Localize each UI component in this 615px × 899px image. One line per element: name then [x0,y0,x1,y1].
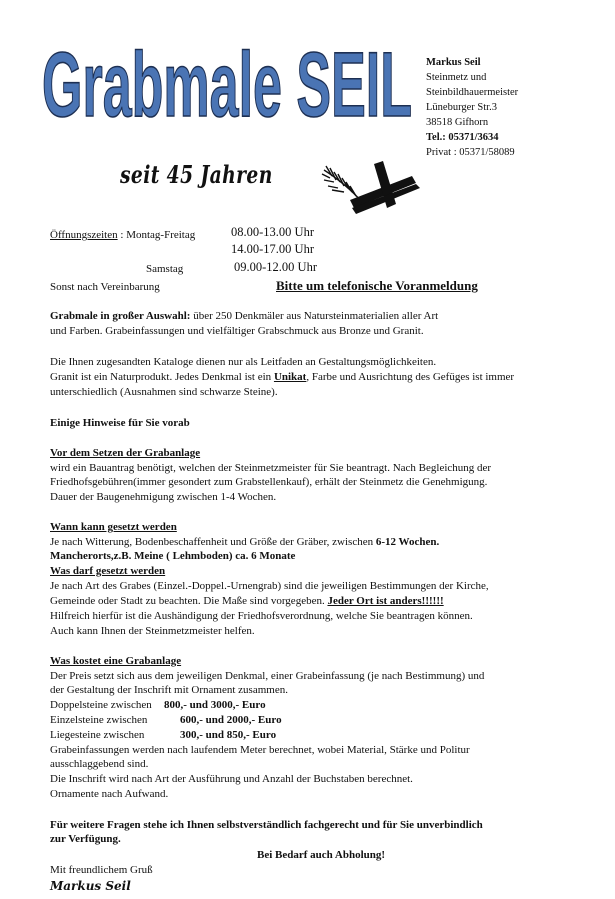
section-2-line-1 [50,535,439,549]
section-4-line-1: Der Preis setzt sich aus dem jeweiligen Denkmal, einer Grabeinfassung (je nach Bestimmung) und [50,670,485,682]
hours-other: Sonst nach Vereinbarung [50,281,160,293]
contact-private-phone: Privat : 05371/58089 [426,147,515,158]
contact-city: 38518 Gifhorn [426,117,489,128]
section-4-line-9: Ornamente nach Aufwand. [50,788,169,800]
price-value-double: 800,- und 3000,- Euro [164,699,266,711]
section-3-line-2 [50,594,444,608]
section-1-line-2: Friedhofsgebühren(immer gesondert zum Grabstellenkauf), erhält der Steinmetz die Genehmigung. [50,476,488,488]
closing-line-1: Für weitere Fragen stehe ich Ihnen selbstverständlich fachgerecht und für Sie unverbindlich [50,819,483,831]
company-logo [42,30,414,130]
intro-line-2: und Farben. Grabeinfassungen und vielfältiger Grabschmuck aus Bronze und Granit. [50,325,424,337]
section-3-line-1: Je nach Art des Grabes (Einzel.-Doppel.-Urnengrab) sind die jeweiligen Bestimmungen der Kirche, [50,580,489,592]
hours-time-1: 08.00-13.00 Uhr [231,225,314,239]
section-3-line-2-a: Gemeinde oder Stadt zu beachten. Die Maße sind vorgegeben. [50,595,328,607]
contact-street: Lüneburger Str.3 [426,102,497,113]
section-3-line-4: Auch kann Ihnen der Steinmetzmeister helfen. [50,625,255,637]
intro-line-3: Die Ihnen zugesandten Kataloge dienen nur als Leitfaden an Gestaltungsmöglichkeiten. [50,356,437,368]
section-4-line-6: Grabeinfassungen werden nach laufendem Meter berechnet, wobei Material, Stärke und Politur [50,744,470,756]
contact-phone: Tel.: 05371/3634 [426,132,499,143]
contact-name: Markus Seil [426,57,481,68]
intro-line-4 [50,370,514,384]
signature: Markus Seil [50,879,131,893]
intro-line-1-rest: über 250 Denkmäler aus Natursteinmaterialien aller Art [190,310,439,322]
section-3-title: Was darf gesetzt werden [50,565,166,577]
jeder-ort-emphasis: Jeder Ort ist anders!!!!!! [327,595,444,607]
intro-line-4-a: Granit ist ein Naturprodukt. Jedes Denkmal ist ein [50,371,274,383]
hours-separator: : [117,229,127,241]
section-4-line-7: ausschlaggebend sind. [50,758,149,770]
section-2-weeks: 6-12 Wochen. [375,536,440,548]
call-notice: Bitte um telefonische Voranmeldung [276,278,478,293]
pickup-notice: Bei Bedarf auch Abholung! [257,849,386,861]
contact-title-1: Steinmetz und [426,72,487,83]
intro-lead: Grabmale in großer Auswahl: [50,310,191,322]
greeting: Mit freundlichem Gruß [50,864,153,876]
contact-title-2: Steinbildhauermeister [426,87,519,98]
hours-time-2: 14.00-17.00 Uhr [231,242,314,256]
section-1-line-3: Dauer der Baugenehmigung zwischen 1-4 Wochen. [50,491,277,503]
contact-block [426,55,518,160]
price-label-flat: Liegesteine zwischen [50,729,145,741]
section-4-title: Was kostet eine Grabanlage [50,655,182,667]
cross-with-palm-icon [316,158,422,218]
anniversary-text: seit 45 Jahren [120,160,273,189]
hours-time-3: 09.00-12.00 Uhr [234,260,317,274]
price-label-double: Doppelsteine zwischen [50,699,152,711]
price-value-flat: 300,- und 850,- Euro [180,729,277,741]
section-4-line-2: der Gestaltung der Inschrift mit Ornament zusammen. [50,684,288,696]
intro-line-5: unterschiedlich (Ausnahmen sind schwarze Steine). [50,386,278,398]
section-1-line-1: wird ein Bauantrag benötigt, welchen der Steinmetzmeister für Sie beantragt. Nach Begleichung der [50,462,492,474]
intro-line-1 [50,309,438,323]
section-1-title: Vor dem Setzen der Grabanlage [50,447,201,459]
hours-label: Öffnungszeiten [50,229,118,241]
unikat-emphasis: Unikat [273,371,307,383]
hours-row-1 [50,227,195,242]
hours-days-saturday: Samstag [146,263,184,275]
price-value-single: 600,- und 2000,- Euro [180,714,282,726]
section-2-title: Wann kann gesetzt werden [50,521,177,533]
section-4-line-8: Die Inschrift wird nach Art der Ausführung und Anzahl der Buchstaben berechnet. [50,773,413,785]
hinweise-title: Einige Hinweise für Sie vorab [50,417,190,429]
logo-text: Grabmale SEIL [42,34,412,130]
section-2-line-1-a: Je nach Witterung, Bodenbeschaffenheit und Größe der Gräber, zwischen [50,536,376,548]
closing-line-2: zur Verfügung. [50,833,121,845]
section-3-line-3: Hilfreich hierfür ist die Aushändigung der Friedhofsverordnung, welche Sie beantragen können. [50,610,473,622]
intro-line-4-c: , Farbe und Ausrichtung des Gefüges ist immer [306,371,515,383]
price-label-single: Einzelsteine zwischen [50,714,148,726]
section-2-line-2: Mancherorts,z.B. Meine ( Lehmboden) ca. 6 Monate [50,550,296,562]
hours-days-weekday: Montag-Freitag [126,229,196,241]
